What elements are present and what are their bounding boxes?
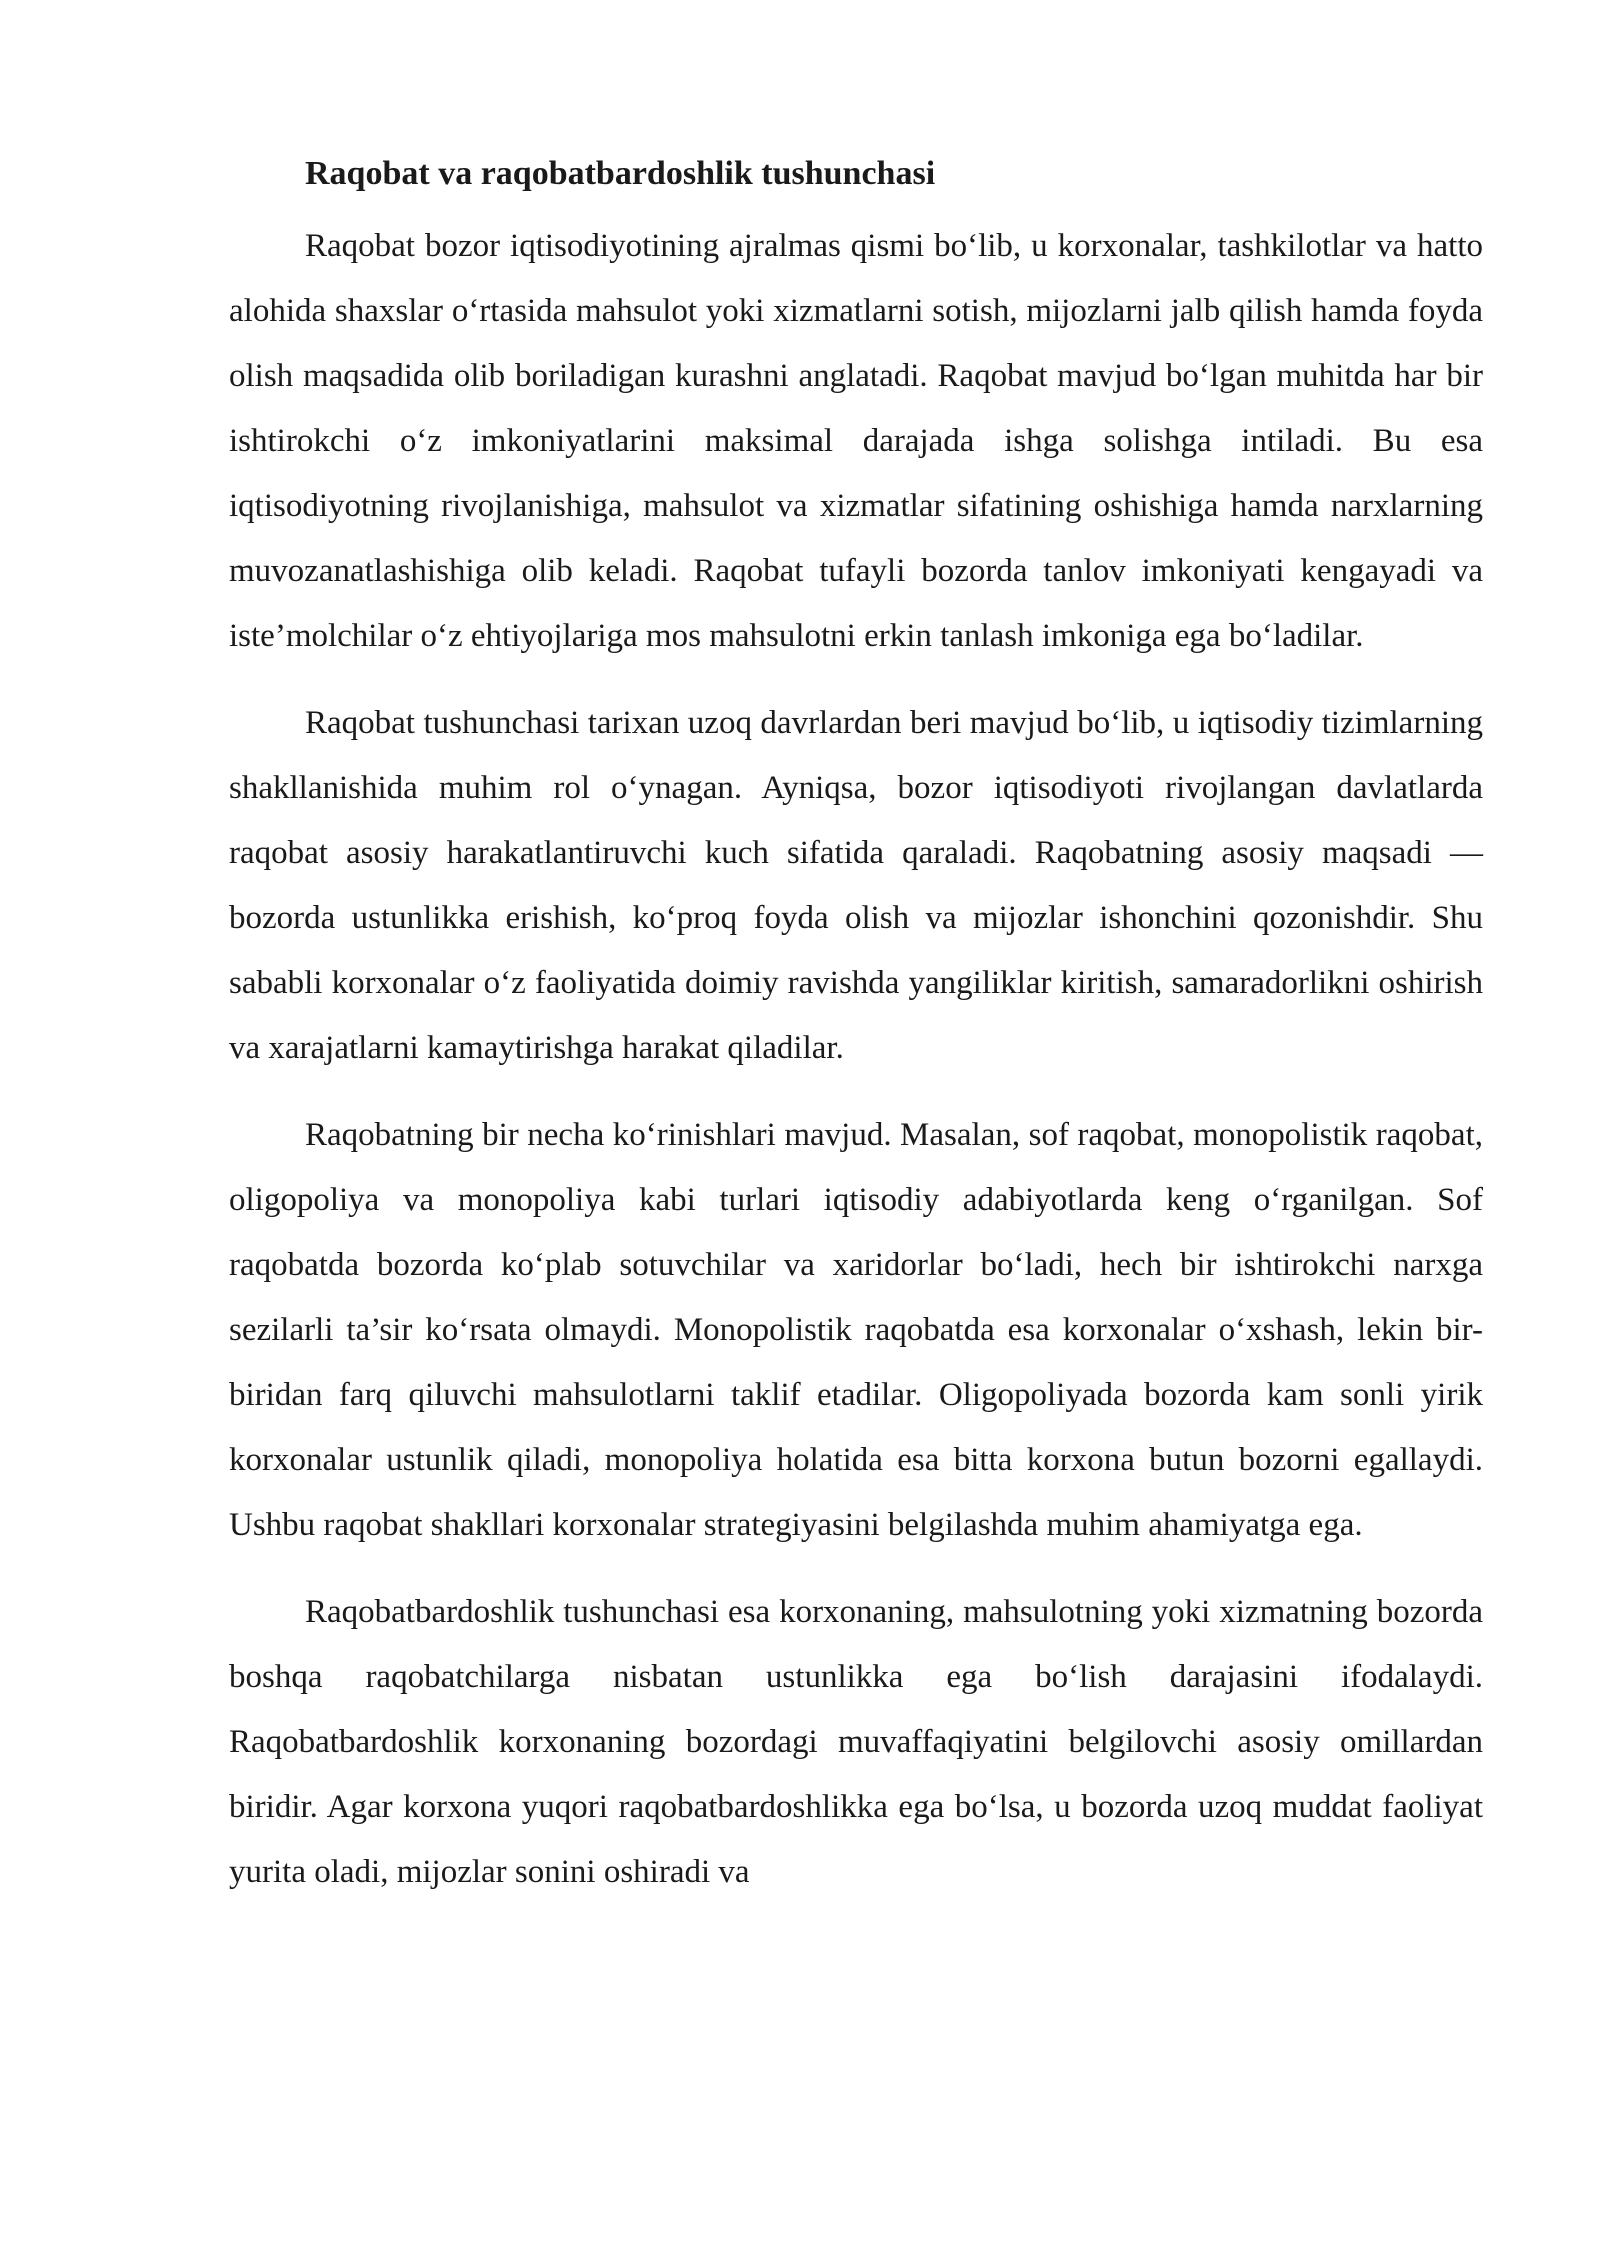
paragraph-2: Raqobat tushunchasi tarixan uzoq davrlardan beri mavjud bo‘lib, u iqtisodiy tizimlarning shakllanishida muhim rol o‘ynagan. Ayniqsa, bozor iqtisodiyoti rivojlangan davlatlarda raqobat asosiy harakatlantiruvchi kuch sifatida qaraladi. Raqobatning asosiy maqsadi — bozorda ustunlikka erishish, ko‘proq foyda olish va mijozlar ishonchini qozonishdir. Shu sababli korxonalar o‘z faoliyatida doimiy ravishda yangiliklar kiritish, samaradorlikni oshirish va xarajatlarni kamaytirishga harakat qiladilar. bbox=[229, 705, 1483, 1066]
paragraph-1: Raqobat bozor iqtisodiyotining ajralmas qismi bo‘lib, u korxonalar, tashkilotlar va hatto alohida shaxslar o‘rtasida mahsulot yoki xizmatlarni sotish, mijozlarni jalb qilish hamda foyda olish maqsadida olib boriladigan kurashni anglatadi. Raqobat mavjud bo‘lgan muhitda har bir ishtirokchi o‘z imkoniyatlarini maksimal darajada ishga solishga intiladi. Bu esa iqtisodiyotning rivojlanishiga, mahsulot va xizmatlar sifatining oshishiga hamda narxlarning muvozanatlashishiga olib keladi. Raqobat tufayli bozorda tanlov imkoniyati kengayadi va iste’molchilar o‘z ehtiyojlariga mos mahsulotni erkin tanlash imkoniga ega bo‘ladilar. bbox=[229, 228, 1483, 654]
paragraph-3: Raqobatning bir necha ko‘rinishlari mavjud. Masalan, sof raqobat, monopolistik raqobat, oligopoliya va monopoliya kabi turlari iqtisodiy adabiyotlarda keng o‘rganilgan. Sof raqobatda bozorda ko‘plab sotuvchilar va xaridorlar bo‘ladi, hech bir ishtirokchi narxga sezilarli ta’sir ko‘rsata olmaydi. Monopolistik raqobatda esa korxonalar o‘xshash, lekin bir-biridan farq qiluvchi mahsulotlarni taklif etadilar. Oligopoliyada bozorda kam sonli yirik korxonalar ustunlik qiladi, monopoliya holatida esa bitta korxona butun bozorni egallaydi. Ushbu raqobat shakllari korxonalar strategiyasini belgilashda muhim ahamiyatga ega. bbox=[229, 1117, 1483, 1543]
document-heading: Raqobat va raqobatbardoshlik tushunchasi bbox=[305, 155, 936, 192]
paragraph-4: Raqobatbardoshlik tushunchasi esa korxonaning, mahsulotning yoki xizmatning bozorda boshqa raqobatchilarga nisbatan ustunlikka ega bo‘lish darajasini ifodalaydi. Raqobatbardoshlik korxonaning bozordagi muvaffaqiyatini belgilovchi asosiy omillardan biridir. Agar korxona yuqori raqobatbardoshlikka ega bo‘lsa, u bozorda uzoq muddat faoliyat yurita oladi, mijozlar sonini oshiradi va bbox=[229, 1594, 1483, 1890]
document-body bbox=[229, 150, 1483, 1927]
